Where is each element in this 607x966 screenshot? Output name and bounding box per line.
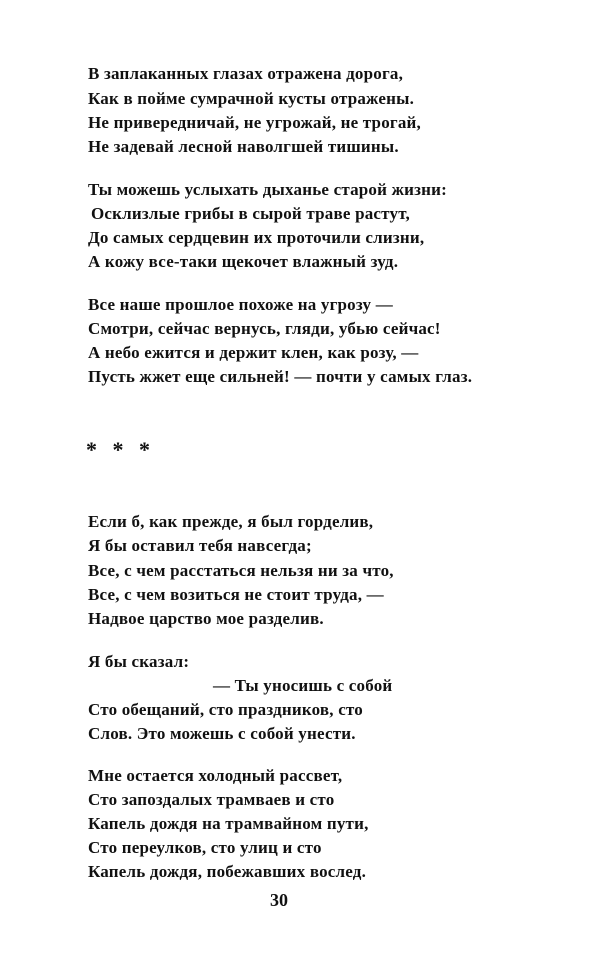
poem-line: Все, с чем расстаться нельзя ни за что, [88, 561, 394, 580]
poem-line: А небо ежится и держит клен, как розу, — [88, 343, 419, 362]
poem-line: Все, с чем возиться не стоит труда, — [88, 585, 384, 604]
poem-line: Капель дождя, побежавших вослед. [88, 862, 367, 881]
poem-line: Ты можешь услыхать дыханье старой жизни: [88, 180, 447, 199]
page-number: 30 [270, 890, 288, 910]
poem-line: — Ты уносишь с собой [213, 676, 393, 695]
poem-line: Смотри, сейчас вернусь, гляди, убью сейчас! [88, 319, 441, 338]
poem-line: Все наше прошлое похоже на угрозу — [88, 295, 393, 314]
poem-line: Пусть жжет еще сильней! — почти у самых глаз. [88, 367, 473, 386]
poem-line: Надвое царство мое разделив. [88, 609, 324, 628]
poem-line: Сто обещаний, сто праздников, сто [88, 700, 363, 719]
poem-line: В заплаканных глазах отражена дорога, [88, 64, 404, 83]
poem-line: Сто переулков, сто улиц и сто [88, 838, 322, 857]
poem-line: Если б, как прежде, я был горделив, [88, 512, 374, 531]
poem-line: Сто запоздалых трамваев и сто [88, 790, 335, 809]
poem-line: Капель дождя на трамвайном пути, [88, 814, 369, 833]
poem-line: Слов. Это можешь с собой унести. [88, 724, 356, 743]
poem-line: Я бы оставил тебя навсегда; [88, 536, 312, 555]
poem-line: Осклизлые грибы в сырой траве растут, [91, 204, 410, 223]
poem-line: Не привередничай, не угрожай, не трогай, [88, 113, 421, 132]
poem-line: А кожу все-таки щекочет влажный зуд. [88, 252, 399, 271]
poem-line: До самых сердцевин их проточили слизни, [88, 228, 425, 247]
section-separator: * * * [86, 437, 155, 462]
poem-line: Мне остается холодный рассвет, [88, 766, 343, 785]
poem-line: Не задевай лесной наволгшей тишины. [88, 137, 399, 156]
poem-line: Как в пойме сумрачной кусты отражены. [88, 89, 415, 108]
poem-line: Я бы сказал: [88, 652, 190, 671]
